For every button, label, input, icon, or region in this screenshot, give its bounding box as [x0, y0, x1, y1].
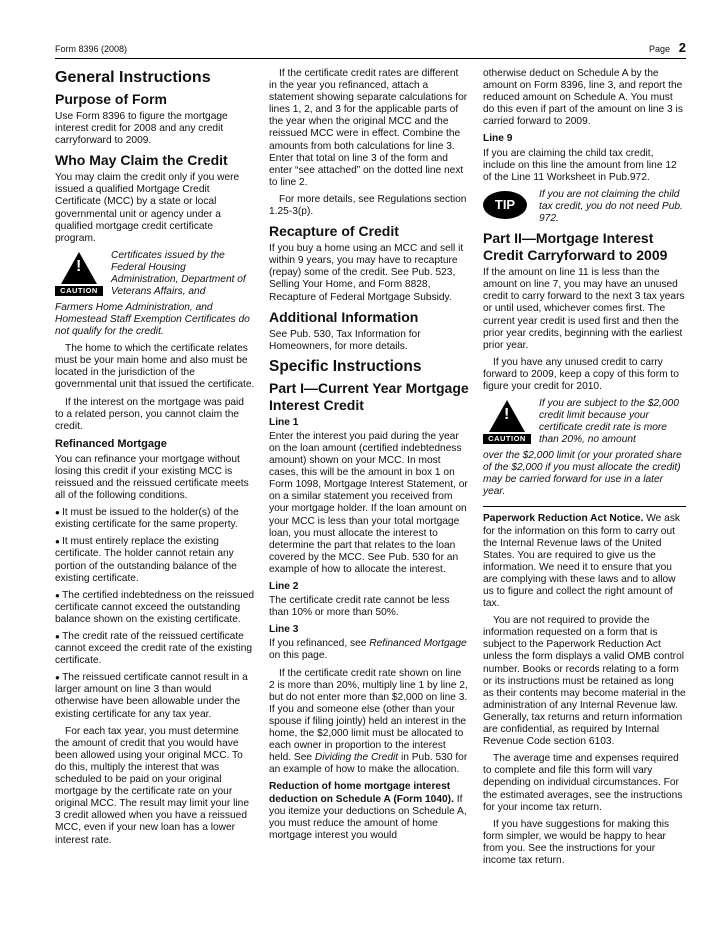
caution-text: If you are subject to the $2,000 credit limit because your certificate credit rate is more than 20%, no amount — [539, 398, 679, 446]
line-3-refinanced-text: If you refinanced, see Refinanced Mortgage on this page. — [269, 638, 467, 662]
line-9-text: If you are claiming the child tax credit, include on this line the amount from line 12 of the Line 11 Worksheet in Pub.972. — [483, 147, 677, 183]
who-may-claim-text: You may claim the credit only if you were issued a qualified Mortgage Credit Certificate (MCC) by a state or local governmental unit or agency under a qualified mortgage credit certificate program. — [55, 172, 240, 244]
page-number: 2 — [678, 40, 686, 55]
caution-text-rest: Farmers Home Administration, and Homestead Staff Exemption Certificates do not qualify for the credit. — [55, 301, 250, 338]
caution-note-2 — [483, 398, 686, 498]
condition-bullet: ● It must entirely replace the existing certificate. The holder cannot retain any portion of the outstanding balance of the existing certificate. — [55, 536, 255, 584]
page-label: Page — [648, 44, 670, 54]
condition-bullet: ● It must be issued to the holder(s) of the existing certificate for the same property. — [55, 507, 255, 531]
line-1-text: Enter the interest you paid during the year on the loan amount (certified indebtedness amount) shown on your MCC. In most cases, this will be the amount in box 1 on Form 1098, Mortgage Interest Statement, or on a similar statement you received from your mortgage holder. If the loan amount on your MCC is less than your total mortgage loan, you must allocate the interest to determine the part that relates to the loan covered by the MCC. See Pub. 530 for an example of how to allocate the interest. — [269, 430, 468, 575]
condition-bullet: ● The certified indebtedness on the reissued certificate cannot exceed the outstanding balance shown on the existing certificate. — [55, 590, 255, 626]
credit-rates-text: If the certificate credit rates are different in the year you refinanced, attach a statement showing separate calculations for lines 1, 2, and 3 for the applicable parts of the year when the original MCC and the reissued MCC were in effect. Combine the amounts from both calculations for line 3. Enter that total on line 3 of the form and enter “see attached” on the dotted line next to line 2. — [269, 68, 468, 188]
refinanced-mortgage-heading: Refinanced Mortgage — [55, 437, 167, 450]
unused-credit-text: If you have any unused credit to carry forward to 2009, keep a copy of this form to figure your credit for 2010. — [483, 356, 679, 392]
part-2-heading: Part II—Mortgage Interest Credit Carryforward to 2009 — [483, 230, 668, 264]
related-person-text: If the interest on the mortgage was paid to a related person, you cannot claim the credit. — [55, 396, 244, 432]
not-required-text: You are not required to provide the information requested on a form that is subject to the Paperwork Reduction Act unless the form displays a valid OMB control number. Books or records relating to a form or its instructions must be retained as long as their contents may become material in the administration of any Internal Revenue law. Generally, tax returns and return information are confidential, as required by Internal Revenue Code section 6103. — [483, 615, 686, 748]
who-may-claim-heading: Who May Claim the Credit — [55, 152, 228, 169]
otherwise-deduct-text: otherwise deduct on Schedule A by the amount on Form 8396, line 3, and report the reduced amount on Schedule A. You must do this even if part of the amount on line 3 is carried forward to 2009. — [483, 68, 683, 128]
additional-information-heading: Additional Information — [269, 308, 419, 325]
paperwork-notice-text: Paperwork Reduction Act Notice. We ask for the information on this form to carry out the Internal Revenue laws of the United States. You are required to give us the information. We need it to ensure that you are complying with these laws and to allow us to figure and collect the right amount of tax. — [483, 513, 681, 610]
line-3-rate-text: If the certificate credit rate shown on line 2 is more than 20%, multiply line 1 by line 2, but do not enter more than $2,000 on line 3. If you and someone else (other than your spouse if filing jointly) held an interest in the home, the $2,000 limit must be allocated to each owner in proportion to the interest held. See Dividing the Credit in Pub. 530 for an example of how to make the allocation. — [269, 667, 468, 776]
page-header — [55, 40, 686, 59]
each-tax-year-text: For each tax year, you must determine the amount of credit that you would have been allowed using your original MCC. To do this, multiply the interest that was scheduled to be paid on your original mortgage by the certificate rate on your original MCC. The result may limit your line 3 credit allowed when you have a reissued MCC, even if your new loan has a lower interest rate. — [55, 725, 250, 846]
column-3 — [483, 68, 686, 872]
purpose-text: Use Form 8396 to figure the mortgage interest credit for 2008 and any credit carryforward to 2009. — [55, 111, 228, 147]
general-instructions-heading: General Instructions — [55, 69, 211, 86]
regulations-text: For more details, see Regulations section 1.25-3(p). — [269, 193, 467, 218]
caution-note — [55, 250, 255, 338]
purpose-heading: Purpose of Form — [55, 91, 168, 107]
caution-icon: ! CAUTION — [55, 252, 103, 302]
caution-icon: ! CAUTION — [483, 400, 531, 450]
condition-bullet: ● The reissued certificate cannot result in a larger amount on line 3 than would otherwise have been allowable under the existing certificate for any tax year. — [55, 672, 255, 720]
additional-information-text: See Pub. 530, Tax Information for Homeowners, for more details. — [269, 328, 421, 352]
line-1-heading: Line 1 — [269, 416, 299, 428]
recapture-text: If you buy a home using an MCC and sell it within 9 years, you may have to recapture (repay) some of the credit. See Pub. 523, Selling Your Home, and Form 8828, Recapture of Federal Mortgage Subsidy. — [269, 243, 464, 303]
line-2-heading: Line 2 — [269, 581, 299, 592]
section-divider — [483, 506, 686, 507]
suggestions-text: If you have suggestions for making this form simpler, we would be happy to hear from you. See the instructions for your income tax return. — [483, 818, 670, 866]
tip-note — [483, 189, 686, 225]
form-identifier: Form 8396 (2008) — [55, 44, 128, 54]
tip-icon: TIP — [483, 191, 527, 219]
caution-text: Certificates issued by the Federal Housing Administration, Department of Veterans Affairs, and — [111, 249, 246, 298]
caution-text-rest: over the $2,000 limit (or your prorated share of the $2,000 if you must allocate the credit) may be carried forward for use in a later year. — [483, 450, 682, 498]
reduction-text: Reduction of home mortgage interest deduction on Schedule A (Form 1040). If you itemize your deductions on Schedule A, you must reduce the amount of home mortgage interest you would — [269, 781, 467, 841]
tip-text: If you are not claiming the child tax credit, you do not need Pub. 972. — [539, 188, 683, 225]
column-1 — [55, 68, 255, 852]
condition-bullet: ● The credit rate of the reissued certificate cannot exceed the credit rate of the existing certificate. — [55, 631, 255, 667]
line-2-text: The certificate credit rate cannot be less than 10% or more than 50%. — [269, 595, 450, 619]
column-2 — [269, 68, 469, 847]
refinanced-mortgage-text: You can refinance your mortgage without losing this credit if your existing MCC is reissued and the reissued certificate meets all of the following conditions. — [55, 453, 249, 502]
part-1-heading: Part I—Current Year Mortgage Interest Credit — [269, 379, 469, 413]
main-home-text: The home to which the certificate relates must be your main home and also must be located in the jurisdiction of the governmental unit that issued the certificate. — [55, 343, 255, 391]
average-time-text: The average time and expenses required to complete and file this form will vary depending on individual circumstances. For the estimated averages, see the instructions for your income tax return. — [483, 753, 683, 813]
line-9-heading: Line 9 — [483, 133, 513, 145]
specific-instructions-heading: Specific Instructions — [269, 357, 422, 375]
recapture-heading: Recapture of Credit — [269, 223, 399, 240]
line-3-heading: Line 3 — [269, 624, 299, 636]
part-2-text: If the amount on line 11 is less than the amount on line 7, you may have an unused credit to carry forward to the next 3 tax years or until used, whichever comes first. The current year credit is used first and then the prior year credits, beginning with the earliest prior year. — [483, 267, 685, 351]
